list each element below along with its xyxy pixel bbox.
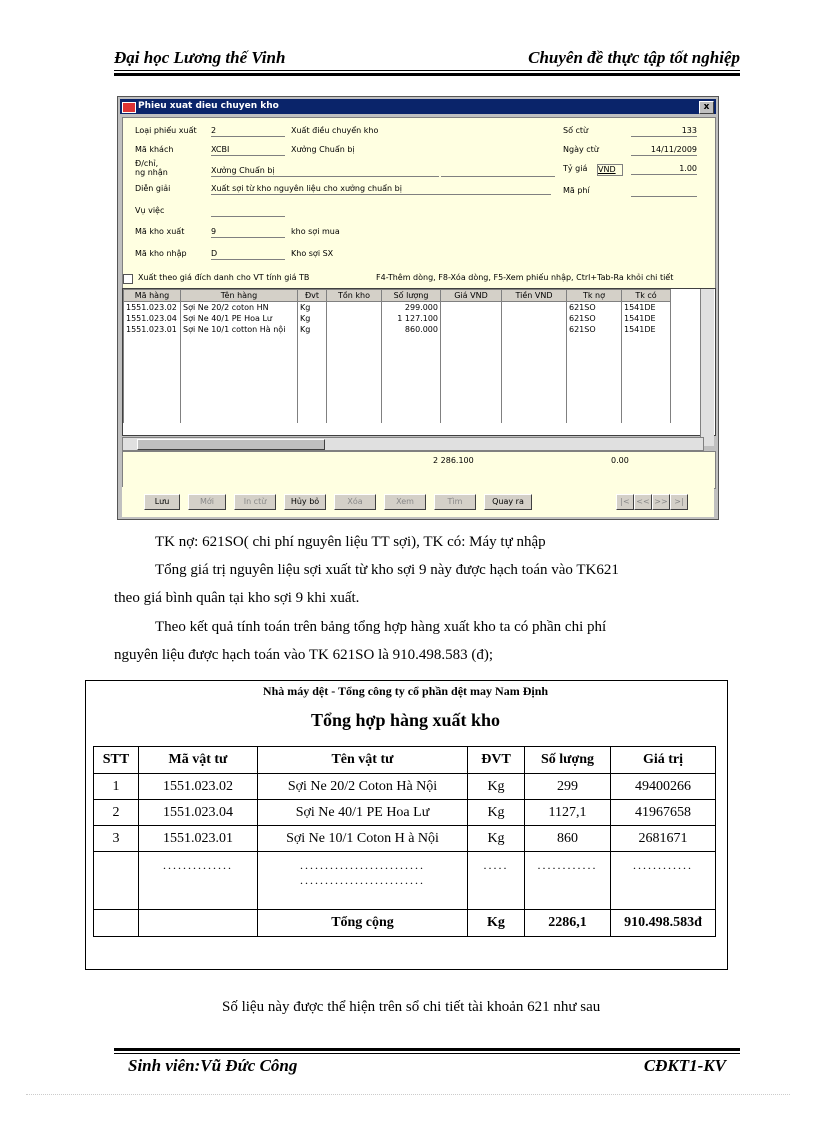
cell: 1551.023.04 xyxy=(139,800,258,826)
summary-title: Tổng hợp hàng xuất kho xyxy=(310,710,501,730)
cell[interactable] xyxy=(502,324,567,335)
print-button[interactable]: In ctừ xyxy=(234,494,276,510)
cell[interactable]: 1551.023.04 xyxy=(124,313,181,324)
cell[interactable] xyxy=(327,313,382,324)
col-so-luong: Số lượng xyxy=(525,747,611,774)
field-ngayct[interactable]: 14/11/2009 xyxy=(631,145,697,156)
grid-empty-row xyxy=(124,335,671,423)
paragraph-result-2: nguyên liệu được hạch toán vào TK 621SO là 910.498.583 (đ); xyxy=(114,647,494,663)
col-gia-tri: Giá trị xyxy=(611,747,716,774)
cell[interactable]: 621SO xyxy=(567,302,622,314)
col-ten-vat-tu: Tên vật tư xyxy=(258,747,468,774)
cell: Sợi Ne 20/2 Coton Hà Nội xyxy=(258,774,468,800)
ellipsis-row xyxy=(94,852,716,910)
table-row xyxy=(94,826,716,852)
company-name: Nhà máy dệt - Tổng công ty cổ phần dệt may Nam Định xyxy=(262,684,549,698)
cell[interactable] xyxy=(502,302,567,314)
field-makhoxuat[interactable]: 9 xyxy=(211,227,285,238)
cell: 2681671 xyxy=(611,826,716,852)
summary-header-row xyxy=(94,747,716,774)
cell[interactable]: Kg xyxy=(298,302,327,314)
label-makhoxuat: Mã kho xuất xyxy=(135,227,185,236)
col-ma-hang[interactable]: Mã hàng xyxy=(124,290,181,302)
col-gia-vnd[interactable]: Giá VND xyxy=(441,290,502,302)
label-makhonhap-desc: Kho sợi SX xyxy=(291,249,334,258)
scroll-thumb[interactable] xyxy=(137,439,325,450)
nav-last-button[interactable]: >| xyxy=(670,494,688,510)
label-loai: Loại phiếu xuất xyxy=(135,126,197,135)
totals-bar xyxy=(122,451,716,489)
col-ten-hang[interactable]: Tên hàng xyxy=(181,290,298,302)
cell: 1551.023.02 xyxy=(139,774,258,800)
cell[interactable]: 860.000 xyxy=(382,324,441,335)
cell[interactable]: 1551.023.01 xyxy=(124,324,181,335)
cell: Kg xyxy=(468,910,525,937)
cell: ............ xyxy=(525,852,611,910)
cell[interactable]: Sợi Ne 40/1 PE Hoa Lư xyxy=(181,313,298,324)
cell: 1 xyxy=(94,774,139,800)
cell[interactable] xyxy=(502,313,567,324)
cell: 299 xyxy=(525,774,611,800)
cell[interactable]: 1 127.100 xyxy=(382,313,441,324)
label-makhach-desc: Xưởng Chuẩn bị xyxy=(291,145,355,154)
field-soct[interactable]: 133 xyxy=(631,126,697,137)
col-stt: STT xyxy=(94,747,139,774)
shortcut-hint: F4-Thêm dòng, F8-Xóa dòng, F5-Xem phiếu nhập, Ctrl+Tab-Ra khỏi chi tiết xyxy=(376,273,674,282)
field-dchi[interactable]: Xưởng Chuẩn bị xyxy=(211,166,439,177)
field-dchi-ext[interactable] xyxy=(441,166,555,177)
cell[interactable]: Kg xyxy=(298,324,327,335)
dispatch-dialog xyxy=(117,96,719,520)
cell[interactable]: 621SO xyxy=(567,324,622,335)
cell[interactable] xyxy=(441,324,502,335)
field-makhach[interactable]: XCBI xyxy=(211,145,285,156)
cell[interactable]: 1551.023.02 xyxy=(124,302,181,314)
field-loai[interactable]: 2 xyxy=(211,126,285,137)
header-rule-thick xyxy=(114,73,740,76)
cell: Sợi Ne 40/1 PE Hoa Lư xyxy=(258,800,468,826)
paragraph-ledger: Số liệu này được thể hiện trên sổ chi tiết tài khoản 621 như sau xyxy=(222,999,601,1015)
dialog-titlebar xyxy=(120,99,716,114)
page-edge xyxy=(26,1094,790,1095)
header-rule xyxy=(114,70,740,71)
grid-row[interactable] xyxy=(124,313,671,324)
cell[interactable] xyxy=(327,302,382,314)
label-diengiai: Diễn giải xyxy=(135,184,171,193)
paragraph-accounts: TK nợ: 621SO( chi phí nguyên liệu TT sợi), TK có: Máy tự nhập xyxy=(155,534,546,550)
delete-button[interactable]: Xóa xyxy=(334,494,376,510)
footer-student: Sinh viên:Vũ Đức Công xyxy=(128,1056,298,1075)
cell: 41967658 xyxy=(611,800,716,826)
label-maphi: Mã phí xyxy=(563,186,590,195)
cell[interactable]: 1541DE xyxy=(622,302,671,314)
cell: Kg xyxy=(468,826,525,852)
app-icon xyxy=(122,102,136,113)
col-dvt[interactable]: Đvt xyxy=(298,290,327,302)
grid-row[interactable] xyxy=(124,302,671,314)
paragraph-value-2: theo giá bình quân tại kho sợi 9 khi xuất. xyxy=(114,590,360,606)
cell[interactable]: 1541DE xyxy=(622,313,671,324)
paragraph-value-1: Tổng giá trị nguyên liệu sợi xuất từ kho sợi 9 này được hạch toán vào TK621 xyxy=(155,562,619,578)
header-topic: Chuyên đề thực tập tốt nghiệp xyxy=(528,48,740,67)
grid-vertical-scrollbar[interactable] xyxy=(700,289,714,446)
items-grid xyxy=(122,288,716,436)
cell xyxy=(139,910,258,937)
nav-first-button[interactable]: |< xyxy=(616,494,634,510)
label-ngayct: Ngày ctừ xyxy=(563,145,599,154)
field-vuviec[interactable] xyxy=(211,206,285,217)
table-row xyxy=(94,800,716,826)
col-tk-no[interactable]: Tk nợ xyxy=(567,290,622,302)
header-school: Đại học Lương thế Vinh xyxy=(114,48,286,67)
cell: 2 xyxy=(94,800,139,826)
cell: 49400266 xyxy=(611,774,716,800)
cancel-button[interactable]: Hủy bỏ xyxy=(284,494,326,510)
footer-rule xyxy=(114,1053,740,1054)
grid-row[interactable] xyxy=(124,324,671,335)
dialog-title: Phieu xuat dieu chuyen kho xyxy=(138,101,279,111)
label-soct: Số ctừ xyxy=(563,126,589,135)
nav-next-button[interactable]: >> xyxy=(652,494,670,510)
cell: 2286,1 xyxy=(525,910,611,937)
view-button[interactable]: Xem xyxy=(384,494,426,510)
footer-rule-thick xyxy=(114,1048,740,1051)
total-quantity: 2 286.100 xyxy=(433,456,474,465)
checkbox-label: Xuất theo giá đích danh cho VT tính giá TB xyxy=(138,273,310,282)
nav-prev-button[interactable]: << xyxy=(634,494,652,510)
cell: 3 xyxy=(94,826,139,852)
col-dvt: ĐVT xyxy=(468,747,525,774)
find-button[interactable]: Tìm xyxy=(434,494,476,510)
cell: Sợi Ne 10/1 Coton H à Nội xyxy=(258,826,468,852)
cell: Kg xyxy=(468,774,525,800)
col-tk-co[interactable]: Tk có xyxy=(622,290,671,302)
cell[interactable]: 621SO xyxy=(567,313,622,324)
new-button[interactable]: Mới xyxy=(188,494,226,510)
cell: ......................... ......................... xyxy=(258,852,468,910)
table-row xyxy=(94,774,716,800)
cell: Tổng cộng xyxy=(258,910,468,937)
grid-horizontal-scrollbar[interactable] xyxy=(122,437,704,451)
field-tygia[interactable]: 1.00 xyxy=(631,164,697,175)
cell[interactable]: Sợi Ne 20/2 coton HN xyxy=(181,302,298,314)
col-so-luong[interactable]: Số lượng xyxy=(382,290,441,302)
col-ton-kho[interactable]: Tồn kho xyxy=(327,290,382,302)
close-button[interactable]: x xyxy=(699,101,714,114)
cell[interactable]: 1541DE xyxy=(622,324,671,335)
label-dchi-2: ng nhận xyxy=(135,168,168,177)
grid-header-row xyxy=(124,290,671,302)
paragraph-result-1: Theo kết quả tính toán trên bảng tổng hợp hàng xuất kho ta có phần chi phí xyxy=(155,619,607,635)
label-dchi: Đ/chỉ, xyxy=(135,159,159,168)
cell[interactable]: Kg xyxy=(298,313,327,324)
cell[interactable] xyxy=(327,324,382,335)
label-makhonhap: Mã kho nhập xyxy=(135,249,187,258)
cell: ............ xyxy=(611,852,716,910)
summary-table xyxy=(93,746,716,937)
cell xyxy=(94,910,139,937)
field-makhonhap[interactable]: D xyxy=(211,249,285,260)
field-maphi[interactable] xyxy=(631,186,697,197)
label-makhoxuat-desc: kho sợi mua xyxy=(291,227,340,236)
col-ma-vat-tu: Mã vật tư xyxy=(139,747,258,774)
cell: 1127,1 xyxy=(525,800,611,826)
cell[interactable] xyxy=(441,302,502,314)
cell[interactable]: Sợi Ne 10/1 cotton Hà nội xyxy=(181,324,298,335)
field-tygia-currency[interactable]: VND xyxy=(597,164,623,176)
col-tien-vnd[interactable]: Tiền VND xyxy=(502,290,567,302)
label-tygia: Tỷ giá xyxy=(563,164,588,173)
label-loai-desc: Xuất điều chuyển kho xyxy=(291,126,379,135)
total-row xyxy=(94,910,716,937)
field-diengiai[interactable]: Xuất sợi từ kho nguyên liệu cho xưởng chuẩn bị xyxy=(211,184,551,195)
total-amount: 0.00 xyxy=(611,456,629,465)
cell[interactable] xyxy=(441,313,502,324)
cell: Kg xyxy=(468,800,525,826)
cell: 860 xyxy=(525,826,611,852)
price-checkbox[interactable] xyxy=(123,274,133,284)
footer-class: CĐKT1-KV xyxy=(643,1056,726,1075)
exit-button[interactable]: Quay ra xyxy=(484,494,532,510)
label-makhach: Mã khách xyxy=(135,145,174,154)
cell: 1551.023.01 xyxy=(139,826,258,852)
button-bar xyxy=(122,487,714,517)
cell xyxy=(94,852,139,910)
save-button[interactable]: Lưu xyxy=(144,494,180,510)
label-vuviec: Vụ việc xyxy=(135,206,165,215)
cell: 910.498.583đ xyxy=(611,910,716,937)
cell: .............. xyxy=(139,852,258,910)
page-header xyxy=(114,48,740,70)
cell: ..... xyxy=(468,852,525,910)
cell[interactable]: 299.000 xyxy=(382,302,441,314)
